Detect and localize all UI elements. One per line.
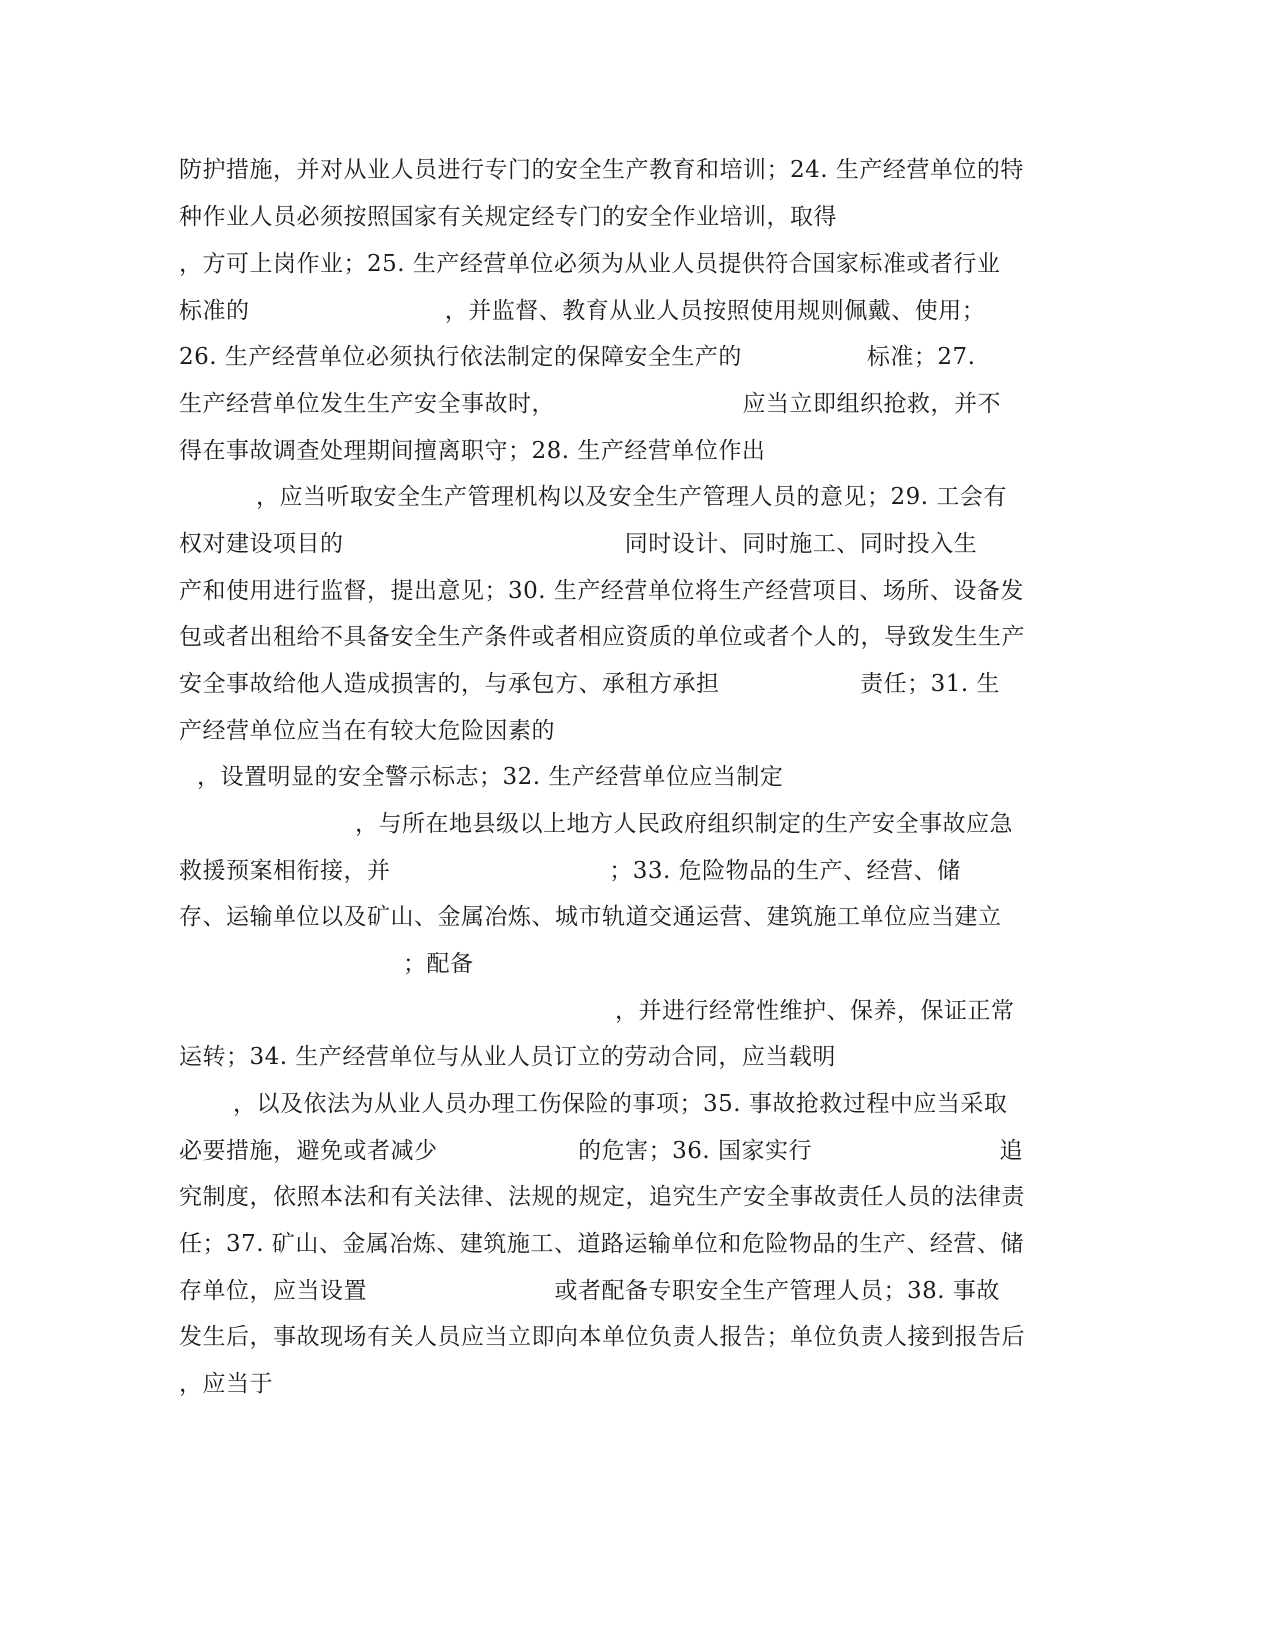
text-line: 存、运输单位以及矿山、金属冶炼、城市轨道交通运营、建筑施工单位应当建立 [179,904,1002,930]
text-line: ，以及依法为从业人员办理工伤保险的事项；35. 事故抢救过程中应当采取 [233,1091,1008,1117]
text-line: 包或者出租给不具备安全生产条件或者相应资质的单位或者个人的，导致发生生产 [179,624,1025,650]
text-line: ；配备 [403,951,474,977]
text-line: ，设置明显的安全警示标志；32. 生产经营单位应当制定 [197,764,784,790]
text-line: 产和使用进行监督，提出意见；30. 生产经营单位将生产经营项目、场所、设备发 [179,578,1024,604]
text-line: 任；37. 矿山、金属冶炼、建筑施工、道路运输单位和危险物品的生产、经营、储 [179,1231,1024,1257]
text-line: 运转；34. 生产经营单位与从业人员订立的劳动合同，应当载明 [179,1044,836,1070]
text-line: 权对建设项目的 同时设计、同时施工、同时投入生 [179,531,978,557]
text-line: ，并进行经常性维护、保养，保证正常 [615,998,1015,1024]
text-line: ，应当于 [179,1371,273,1397]
text-line: 发生后，事故现场有关人员应当立即向本单位负责人报告；单位负责人接到报告后 [179,1324,1025,1350]
text-line: 产经营单位应当在有较大危险因素的 [179,718,555,744]
text-line: 究制度，依照本法和有关法律、法规的规定，追究生产安全事故责任人员的法律责 [179,1184,1025,1210]
text-line: ，方可上岗作业；25. 生产经营单位必须为从业人员提供符合国家标准或者行业 [179,251,1001,277]
text-line: ，应当听取安全生产管理机构以及安全生产管理人员的意见；29. 工会有 [256,484,1007,510]
text-line: 必要措施，避免或者减少 的危害；36. 国家实行 追 [179,1138,1023,1164]
text-line: ，与所在地县级以上地方人民政府组织制定的生产安全事故应急 [355,811,1013,837]
text-line: 存单位，应当设置 或者配备专职安全生产管理人员；38. 事故 [179,1278,1000,1304]
text-line: 救援预案相衔接，并 ；33. 危险物品的生产、经营、储 [179,858,961,884]
text-line: 种作业人员必须按照国家有关规定经专门的安全作业培训，取得 [179,204,837,230]
text-line: 26. 生产经营单位必须执行依法制定的保障安全生产的 标准；27. [179,344,976,370]
text-line: 防护措施，并对从业人员进行专门的安全生产教育和培训；24. 生产经营单位的特 [179,157,1024,183]
text-line: 安全事故给他人造成损害的，与承包方、承租方承担 责任；31. 生 [179,671,1000,697]
text-line: 得在事故调查处理期间擅离职守；28. 生产经营单位作出 [179,438,766,464]
text-line: 标准的 ，并监督、教育从业人员按照使用规则佩戴、使用； [179,298,986,324]
text-line: 生产经营单位发生生产安全事故时， 应当立即组织抢救，并不 [179,391,1001,417]
